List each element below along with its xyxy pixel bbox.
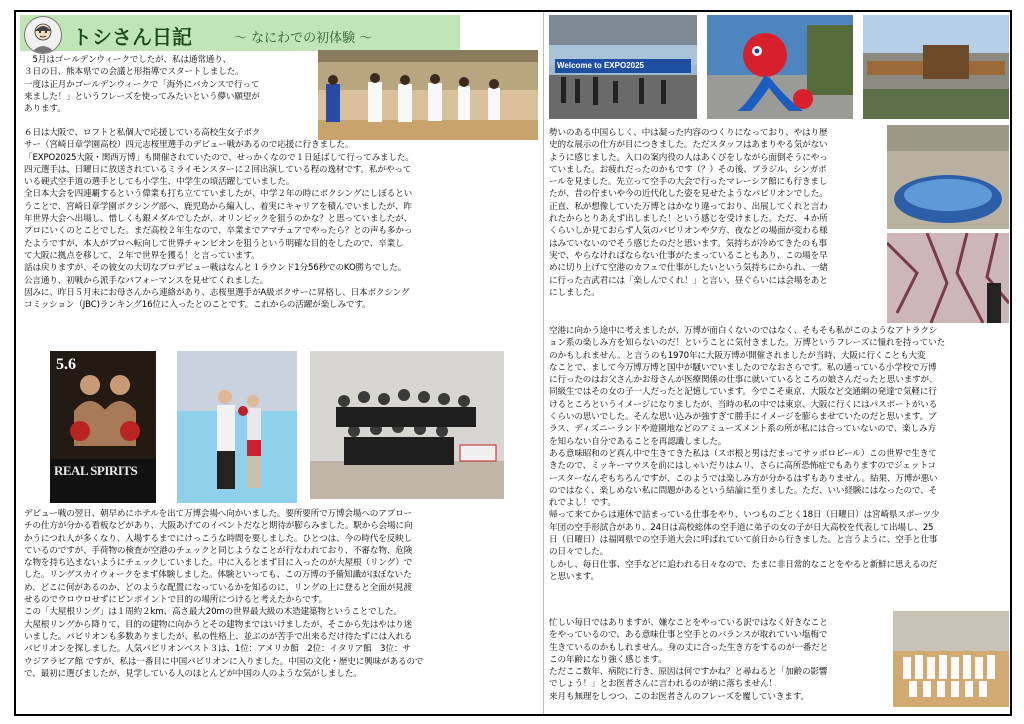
text-line: ３日の日、熊本県での会議と形指導でスタートしました。 <box>24 67 244 78</box>
text-line: チの仕方が分かる看板などがあり、大阪あげてのイベントだなと期待が膨らみました。駅から会場に向 <box>24 521 413 532</box>
text-line: パビリオンを探しました。人気パビリオンベスト３は、1位：アメリカ館 2位：イタリア館 3位：サ <box>24 644 411 655</box>
china-pavilion-photo <box>887 125 1009 229</box>
newsletter-page <box>14 10 1012 716</box>
text-line: の日々でした。 <box>549 547 609 558</box>
text-line: デビュー戦の翌日、朝早めにホテルを出て万博会場へ向かいました。要所要所で万博会場へのアプロー <box>24 509 412 519</box>
text-line: たが、昔の佇まいや今の近代化した姿を見せたようなパビリオンでした。 <box>549 189 828 200</box>
text-line: ョン系の楽しみ方を知らないのだ！ということに気付きました。万博というフレーズに憧れを持っていた <box>549 338 946 349</box>
text-line: プロにいくのとことでした。まだ高校２年生なので、卒業までアマチュアでやったら？との声も多かっ <box>24 226 413 237</box>
text-line: のではなく、楽しめない私に問題があるという結論に至りました。ただ、いい経験にはなったので、そ <box>549 485 938 496</box>
text-line: ６日は大阪で、ロフトと私個人で応援している高校生女子ボク <box>24 128 261 138</box>
author-avatar <box>24 16 62 54</box>
text-line: はみていないのでそう感じたのだと思います。気持ちが冷めてきたのも事 <box>549 238 827 249</box>
text-line: いました。パビリオンも多数ありましたが、私の性格上、並ぶのが苦手で出来るだけ待たずには入れる <box>24 631 413 642</box>
ring-photo <box>177 351 297 503</box>
text-line: れたからとりあえず出しました！という感じを受けました。ただ、４か所 <box>549 214 828 225</box>
text-line: きたので、ミッキーマウスを前にはしゃいだりはムリ、さらに高所恐怖症でもありますのでジェットコ <box>549 461 936 472</box>
text-line: ウジアラビア館 ですが、私は一番目に中国パビリオンに入りました。中国の文化・歴史に興味があるので <box>24 656 424 667</box>
text-line: をやっているので、ある意味仕事と空手とのバランスが取れていい塩梅で <box>549 630 828 641</box>
text-line: で、最初に選びましたが、見学している人のほとんどが中国の人のような気がしました。 <box>24 668 362 679</box>
text-line: 話は戻りますが、その彼女の大切なプロデビュー戦はなんと１ラウンド1分56秒でのKO勝ちでした。 <box>24 263 407 274</box>
myaku-myaku-photo <box>707 15 853 119</box>
text-line: 史的な展示の仕方が目につきました。ただスタッフはあまりやる気がない <box>549 140 828 151</box>
text-line: 空港に向かう途中に考えましたが、万博が面白くないのではなく、そもそも私がこのようなアトラクシ <box>549 326 938 336</box>
text-line: 生きているのかもしれません。身の丈に合った生き方をするのが一番だと <box>549 642 829 653</box>
china-pavilion-paragraph <box>549 127 885 299</box>
text-line: ただここ数年、病院に行き、原因は何ですかね？と尋ねると「加齢の影響 <box>549 667 828 678</box>
text-line: しかし、毎日仕事、空手などに追われる日々なので、たまに非日常的なことをやると新鮮に思えるのだ <box>549 559 938 570</box>
expo-entrance-photo <box>549 15 697 119</box>
text-line: いる硬式空手道の選手としても小学生、中学生の頃活躍していました。 <box>24 177 295 188</box>
text-line: れでよし！です。 <box>549 498 616 509</box>
text-line: のかもしれません。と言うのも1970年に大阪万博が開催されましたが当時、大阪に行くことも大変 <box>549 350 926 361</box>
text-line: ースターなんぞもちろんですが、このようでは楽しみ方が分かるはずもありません。結果、万博が悪い <box>549 473 938 484</box>
text-line: 公言通り、初戦から派手なパフォーマンスを見せてくれました。 <box>24 275 269 286</box>
text-line: くらいの思いでした。そんな思い込みが強すぎて勝手にイメージを膨らませていたのだと思います。ブ <box>549 412 937 423</box>
text-line: 年団の空手形試合があり、24日は高校総体の空手道に弟子の女の子が日大高校を代表して出場し、25 <box>549 522 934 533</box>
text-line: 大屋根リングから降りて、目的の建物に向かうとその建物まではいけましたが、そこから先はやはり迷 <box>24 619 413 630</box>
intro-paragraph <box>24 54 324 115</box>
text-line: たようですが、本人がプロへ転向して世界チャンピオンを狙うという明確な目的をしたので、卒業し <box>24 238 404 249</box>
text-line: ールを見ました。先立って空手の大会で行ったマレーシア館にも行きまし <box>549 177 828 188</box>
text-line: 一度は正月かゴールデンウィークで「海外にバカンスで行って <box>24 79 260 90</box>
closing-paragraph <box>549 617 891 703</box>
text-line: な物を持ち込まないようにチェックしていました。中に入るとまず目に入ったのが大屋根（リング）で <box>24 558 413 569</box>
text-line: 「EXPO2025大阪・関西万博」も開催されていたので、せっかくなので１日延ばして行ってみました。 <box>24 152 414 163</box>
text-line: 帰って来てからは連休で詰まっている仕事をやり、いつものごとく18日（日曜日）は宮崎県スポーツ少 <box>549 510 940 521</box>
text-line: 来ました！」というフレーズを使ってみたいという儚い願望が <box>24 91 260 102</box>
text-line: 四元選手は、日曜日に放送されているミライモンスターに２回出演している程の逸材です。私がやって <box>24 164 412 175</box>
right-column <box>547 15 1010 713</box>
text-line: め、どこに何があるのか、どのような配置になっているかを知るのに、リングの上に登ると全面が見渡 <box>24 582 412 593</box>
text-line: あります。 <box>24 104 66 115</box>
group-photo <box>310 351 504 499</box>
text-line: 勢いのある中国らしく、中は凝った内容のつくりになっており、やはり歴 <box>549 128 828 138</box>
fight-poster <box>50 351 156 503</box>
text-line: せるのでウロウロせずにピンポイントで目的の場所につけると考えたからです。 <box>24 595 328 606</box>
page-title: トシさん日記 <box>72 25 192 49</box>
text-line: ラス、ディズニーランドや遊園地などのアミューズメント系の所が私には合っていないので、楽しみ方 <box>549 424 936 435</box>
text-line: 実で、やらなければならない仕事がたまっていることもあり、この場を早 <box>549 250 828 261</box>
text-line: ているのですが、手荷物の検査が空港のチェックと同じようなことが行なわれており、不審な物、危険 <box>24 545 413 556</box>
poster-title: REAL SPIRITS <box>54 463 138 478</box>
text-line: 5月はゴールデンウィークでしたが、私は通常通り、 <box>24 55 232 65</box>
text-line: ように感じました。入口の案内役の人はあくびをしながら面倒そうにやっ <box>549 152 828 163</box>
text-line: 年世界大会へ出場し、惜しくも銀メダルでしたが、オリンピックを狙うのかな？と思っていましたが、 <box>24 214 413 225</box>
text-line: と思います。 <box>549 571 599 582</box>
poster-date: 5.6 <box>56 356 76 373</box>
text-line: コミッション（JBC)ランキング16位に入ったとのことです。これからの活躍が楽しみです。 <box>24 300 371 311</box>
text-line: を知らない自分であることを再認識しました。 <box>549 436 727 447</box>
text-line: サー（宮崎日章学園高校）四元志桜里選手のデビュー戦があるので応援に行きました。 <box>24 140 354 151</box>
text-line: でしょう！」とお医者さんに言われるのが納に落ちません！ <box>549 679 777 690</box>
text-line: ていました。お疲れだったのかもです（？）その後、ブラジル、シンガポ <box>549 164 827 175</box>
text-line: 日（日曜日）は福岡県での空手道大会に呼ばれていて前日から行きました。と言うように、空手と仕事 <box>549 535 938 546</box>
boxing-paragraph <box>24 127 538 311</box>
text-line: 来月も無理をしつつ、このお医者さんのフレーズを覆していきます。 <box>549 691 809 702</box>
text-line: うことで、宮崎日章学園ボクシング部へ、鹿児島から編入し、着実にキャリアを積んでいましたが、昨 <box>24 201 412 212</box>
text-line: 忙しい毎日ではありますが、嫌なことをやっている訳ではなく好きなこと <box>549 618 828 628</box>
text-line: て大阪に拠点を移して、２年で世界を獲る！と言っています。 <box>24 250 260 261</box>
pavilion-interior-photo <box>887 233 1009 323</box>
text-line: この「大屋根リング」は１周約２km、高さ最大20mの世界最大級の木造建築物ということでした。 <box>24 607 402 618</box>
text-line: この年齢になり強く感じます。 <box>549 654 667 665</box>
text-line: した。リングスカイウォークをまず体験しました。体験といっても、この万博の予備知識がほぼないた <box>24 570 412 581</box>
text-line: 全日本大会を四連覇するという偉業も打ち立てていましたが、中学２年の時にボクシングにしぼるとい <box>24 189 413 200</box>
text-line: 正直、私が想像していた万博とはかなり違っており、出展してくれと言わ <box>549 201 828 212</box>
expo-paragraph <box>24 508 538 680</box>
text-line: けるところというイメージになりましたが、当時の私の中では東京、大阪に行くにはパスポートがいる <box>549 399 938 410</box>
left-column <box>20 15 540 713</box>
page-subtitle: ～ なにわでの初体験 ～ <box>234 31 373 46</box>
text-line: くらいしか見ておらず人気のパビリオンや夕方、夜などの場面が変わる様 <box>549 226 828 237</box>
reflection-paragraph <box>549 325 1009 583</box>
ring-aerial-photo <box>863 15 1009 119</box>
text-line: なことで、まして今万博万博と国中が騒いでいましたのでなおさらです。私の通っている小学校で万博 <box>549 362 937 373</box>
column-divider <box>543 12 544 714</box>
expo-sign-text: Welcome to EXPO2025 <box>557 61 644 70</box>
text-line: に行った吉武君には「楽しんでくれ！」と言い、昼ぐらいには会場をあと <box>549 275 828 286</box>
text-line: めに切り上げて空港のカフェで仕事がしたいという気持ちにかられ、一緒 <box>549 263 828 274</box>
text-line: ある意味昭和のど真ん中で生きてきた私は（スポ根と男はだまってサッポロビール）この世界で生きて <box>549 448 937 459</box>
text-line: にしました。 <box>549 287 600 298</box>
text-line: 因みに、昨日５月末にお母さんから連絡があり、志桜里選手がA級ボクサーに昇格し、日本ボクシング <box>24 287 410 298</box>
text-line: に行ったのはお父さんかお母さんが医療関係の仕事に就いているところの娘さんだったと思いますが、 <box>549 375 938 386</box>
text-line: 同級生ではその女の子一人だったと記憶しています。今でこそ東京、大阪など交通網の発達で気軽に行 <box>549 387 937 398</box>
karate-team-photo <box>893 611 1009 707</box>
text-line: かうにつれ人が多くなり、入場するまでにけっこうな時間を要しました。ひとつは、今の時代を反映し <box>24 533 413 544</box>
